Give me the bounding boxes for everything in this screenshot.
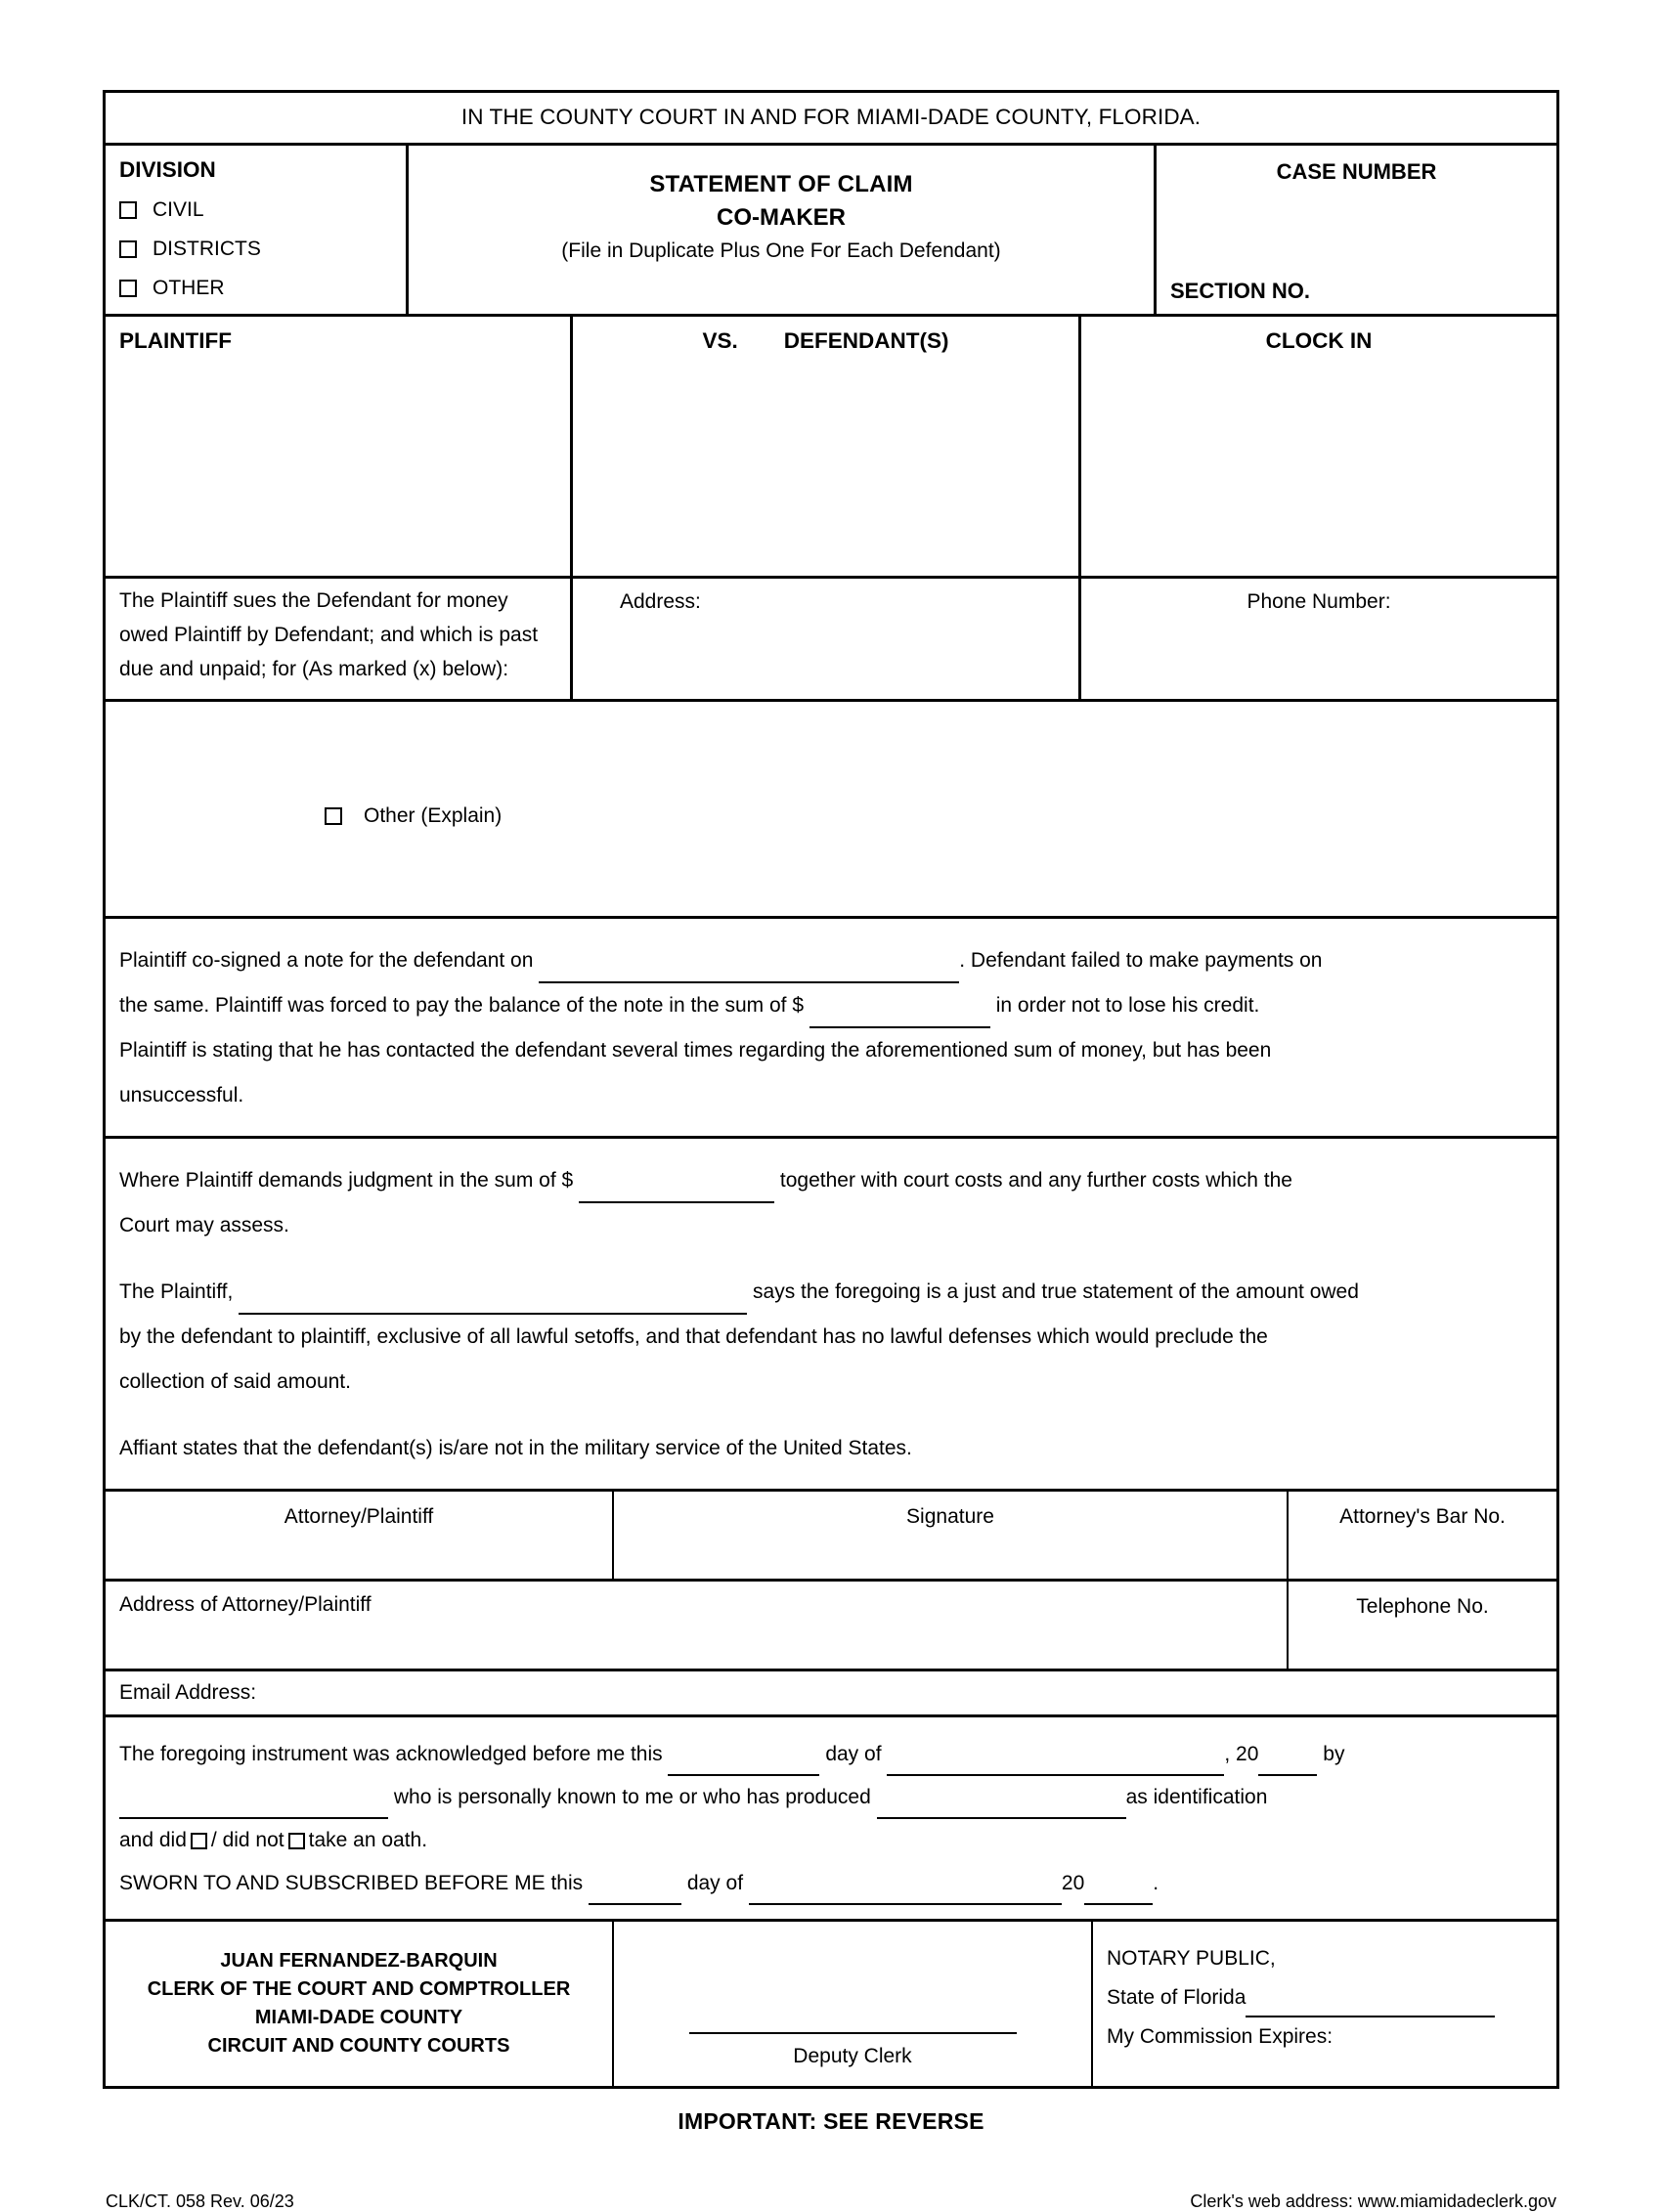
form-title-main: STATEMENT OF CLAIM <box>649 171 913 197</box>
claim-line-2 <box>119 983 1527 1028</box>
notary-public-block[interactable] <box>1093 1922 1556 2086</box>
acknowledgment-row <box>106 1717 1556 1922</box>
military-statement: Affiant states that the defendant(s) is/are not in the military service of the United States. <box>119 1437 912 1459</box>
page-footer <box>103 2191 1559 2212</box>
deputy-clerk-block[interactable] <box>614 1922 1093 2086</box>
division-option-label: CIVIL <box>153 198 204 221</box>
acknowledgment-block <box>106 1717 1556 1919</box>
attorney-address-label: Address of Attorney/Plaintiff <box>119 1593 372 1616</box>
checkbox-icon[interactable] <box>119 240 137 258</box>
sues-address-phone-row <box>106 579 1556 702</box>
claim-paragraph-row <box>106 919 1556 1139</box>
form-title-note: (File in Duplicate Plus One For Each Defendant) <box>561 239 1001 262</box>
division-option-label: DISTRICTS <box>153 238 261 260</box>
state-of-florida-line <box>1107 1978 1556 2017</box>
court-header-row <box>106 93 1556 146</box>
sworn-month-blank[interactable] <box>749 1880 1062 1905</box>
ack-year-blank[interactable] <box>1258 1751 1317 1776</box>
state-of-florida-blank[interactable] <box>1246 1992 1495 2017</box>
notary-public-label: NOTARY PUBLIC, <box>1107 1947 1276 1970</box>
ack-day-blank[interactable] <box>668 1751 819 1776</box>
note-amount-blank[interactable] <box>809 1003 990 1028</box>
court-title: IN THE COUNTY COURT IN AND FOR MIAMI-DADE COUNTY, FLORIDA. <box>460 105 1202 129</box>
ack-text-3: , 20 <box>1224 1743 1259 1765</box>
other-explain-label: Other (Explain) <box>364 803 503 827</box>
demand-paragraph <box>106 1139 1556 1489</box>
clerk-title-3: CIRCUIT AND COUNTY COURTS <box>207 2035 510 2057</box>
affirm-line-3: collection of said amount. <box>119 1370 351 1393</box>
bar-number-label: Attorney's Bar No. <box>1339 1505 1506 1528</box>
signature-field[interactable] <box>614 1492 1289 1579</box>
sworn-text-1: SWORN TO AND SUBSCRIBED BEFORE ME this <box>119 1872 584 1894</box>
ack-text-6: as identification <box>1125 1786 1268 1808</box>
attorney-address-field[interactable] <box>106 1582 1289 1669</box>
ack-id-blank[interactable] <box>877 1794 1126 1819</box>
ack-text-4: by <box>1323 1743 1345 1765</box>
division-option-label: OTHER <box>153 277 225 299</box>
sues-line-3: due and unpaid; for (As marked (x) below): <box>119 658 509 680</box>
sworn-text-4: . <box>1153 1872 1159 1894</box>
attorney-address-row <box>106 1582 1556 1671</box>
demand-line-1 <box>119 1158 1527 1203</box>
demand-text-2: together with court costs and any further costs which the <box>779 1169 1292 1192</box>
clerk-title-2: MIAMI-DADE COUNTY <box>254 2007 463 2028</box>
parties-row <box>106 317 1556 579</box>
phone-label: Phone Number: <box>1246 590 1391 613</box>
clerk-title-1: CLERK OF THE COURT AND COMPTROLLER <box>147 1978 571 2000</box>
sworn-text-2: day of <box>686 1872 744 1894</box>
plaintiff-label: PLAINTIFF <box>119 328 232 353</box>
case-number-section[interactable] <box>1157 146 1556 314</box>
clerk-notary-row <box>106 1922 1556 2086</box>
form-number: CLK/CT. 058 Rev. 06/23 <box>106 2191 294 2211</box>
other-explain-option[interactable] <box>325 716 502 916</box>
affirm-line-1 <box>119 1270 1527 1315</box>
sworn-line <box>119 1862 1543 1905</box>
demand-text-1: Where Plaintiff demands judgment in the sum of $ <box>119 1169 574 1192</box>
sworn-day-blank[interactable] <box>589 1880 681 1905</box>
telephone-field[interactable] <box>1289 1582 1556 1669</box>
claim-text-3: the same. Plaintiff was forced to pay the balance of the note in the sum of $ <box>119 994 805 1017</box>
ack-text-2: day of <box>825 1743 882 1765</box>
sworn-year-blank[interactable] <box>1084 1880 1153 1905</box>
bar-number-field[interactable] <box>1289 1492 1556 1579</box>
sues-statement <box>106 579 573 699</box>
clerk-name: JUAN FERNANDEZ-BARQUIN <box>220 1950 498 1972</box>
sues-line-2: owed Plaintiff by Defendant; and which is past <box>119 624 539 646</box>
claim-text-2: . Defendant failed to make payments on <box>959 949 1323 972</box>
attorney-plaintiff-field[interactable] <box>106 1492 614 1579</box>
sues-line-1: The Plaintiff sues the Defendant for money <box>119 589 508 612</box>
email-row <box>106 1671 1556 1717</box>
deputy-clerk-blank[interactable] <box>689 2030 1017 2034</box>
form-title-section <box>409 146 1157 314</box>
division-option-civil[interactable] <box>119 198 406 222</box>
claim-line-1 <box>119 938 1527 983</box>
demand-line-2: Court may assess. <box>119 1214 289 1236</box>
affirm-text-1: The Plaintiff, <box>119 1280 234 1303</box>
address-label: Address: <box>620 590 701 613</box>
state-of-florida-label: State of Florida <box>1107 1986 1246 2009</box>
case-number-label: CASE NUMBER <box>1276 159 1437 184</box>
telephone-label: Telephone No. <box>1356 1595 1489 1618</box>
checkbox-icon[interactable] <box>119 280 137 297</box>
address-field[interactable] <box>573 579 1081 699</box>
see-reverse-notice: IMPORTANT: SEE REVERSE <box>678 2108 984 2134</box>
clock-in-field[interactable] <box>1081 317 1556 576</box>
defendant-field[interactable] <box>573 317 1081 576</box>
ack-text-8: / did not <box>210 1829 284 1851</box>
claim-line-3: Plaintiff is stating that he has contacted the defendant several times regarding the aforementioned sum of money, but has been <box>119 1039 1272 1062</box>
affirm-line-2: by the defendant to plaintiff, exclusive of all lawful setoffs, and that defendant has no lawful defenses which would preclude the <box>119 1325 1268 1348</box>
email-label: Email Address: <box>119 1681 257 1704</box>
ack-name-blank[interactable] <box>119 1794 388 1819</box>
statement-of-claim-form <box>103 90 1559 2089</box>
form-title-sub: CO-MAKER <box>717 204 846 231</box>
claim-line-4: unsuccessful. <box>119 1084 244 1106</box>
ack-text-9: take an oath. <box>308 1829 428 1851</box>
vs-label: VS. <box>702 328 738 353</box>
defendant-label: DEFENDANT(S) <box>783 328 949 353</box>
phone-field[interactable] <box>1081 579 1556 699</box>
deputy-clerk-label: Deputy Clerk <box>793 2045 912 2067</box>
attorney-signature-row <box>106 1492 1556 1582</box>
other-explain-row[interactable] <box>106 702 1556 919</box>
deputy-clerk-signature-area[interactable] <box>614 2027 1091 2068</box>
section-no-label: SECTION NO. <box>1170 279 1311 303</box>
claim-paragraph <box>106 919 1556 1136</box>
division-section <box>106 146 409 314</box>
ack-month-blank[interactable] <box>887 1751 1224 1776</box>
ack-line-2 <box>119 1776 1543 1819</box>
sworn-text-3: 20 <box>1061 1872 1085 1894</box>
claim-text-4: in order not to lose his credit. <box>995 994 1260 1017</box>
clerk-web-address: Clerk's web address: www.miamidadeclerk.gov <box>1190 2191 1556 2211</box>
division-label: DIVISION <box>119 157 216 182</box>
affirm-text-2: says the foregoing is a just and true statement of the amount owed <box>753 1280 1359 1303</box>
signature-label: Signature <box>906 1505 994 1528</box>
ack-text-7: and did <box>119 1829 187 1851</box>
email-field[interactable] <box>106 1671 1556 1714</box>
clerk-seal-block <box>106 1922 614 2086</box>
attorney-plaintiff-label: Attorney/Plaintiff <box>284 1505 434 1528</box>
plaintiff-field[interactable] <box>106 317 573 576</box>
claim-text-1: Plaintiff co-signed a note for the defendant on <box>119 949 534 972</box>
demand-amount-blank[interactable] <box>579 1178 774 1203</box>
division-option-districts[interactable] <box>119 238 406 261</box>
ack-text-5: who is personally known to me or who has produced <box>393 1786 871 1808</box>
ack-text-1: The foregoing instrument was acknowledged before me this <box>119 1743 663 1765</box>
checkbox-icon[interactable] <box>288 1833 305 1849</box>
paragraph-spacer <box>119 1405 1527 1426</box>
paragraph-spacer <box>119 1248 1527 1270</box>
division-option-other[interactable] <box>119 277 406 300</box>
ack-line-3 <box>119 1819 1543 1862</box>
checkbox-icon[interactable] <box>191 1833 207 1849</box>
note-date-blank[interactable] <box>539 958 959 983</box>
clock-in-label: CLOCK IN <box>1265 328 1373 353</box>
division-title-case-row <box>106 146 1556 317</box>
checkbox-icon[interactable] <box>119 201 137 219</box>
ack-line-1 <box>119 1733 1543 1776</box>
commission-expires-label: My Commission Expires: <box>1107 2025 1334 2048</box>
checkbox-icon[interactable] <box>325 807 342 825</box>
plaintiff-name-blank[interactable] <box>239 1289 747 1315</box>
demand-paragraph-row <box>106 1139 1556 1492</box>
